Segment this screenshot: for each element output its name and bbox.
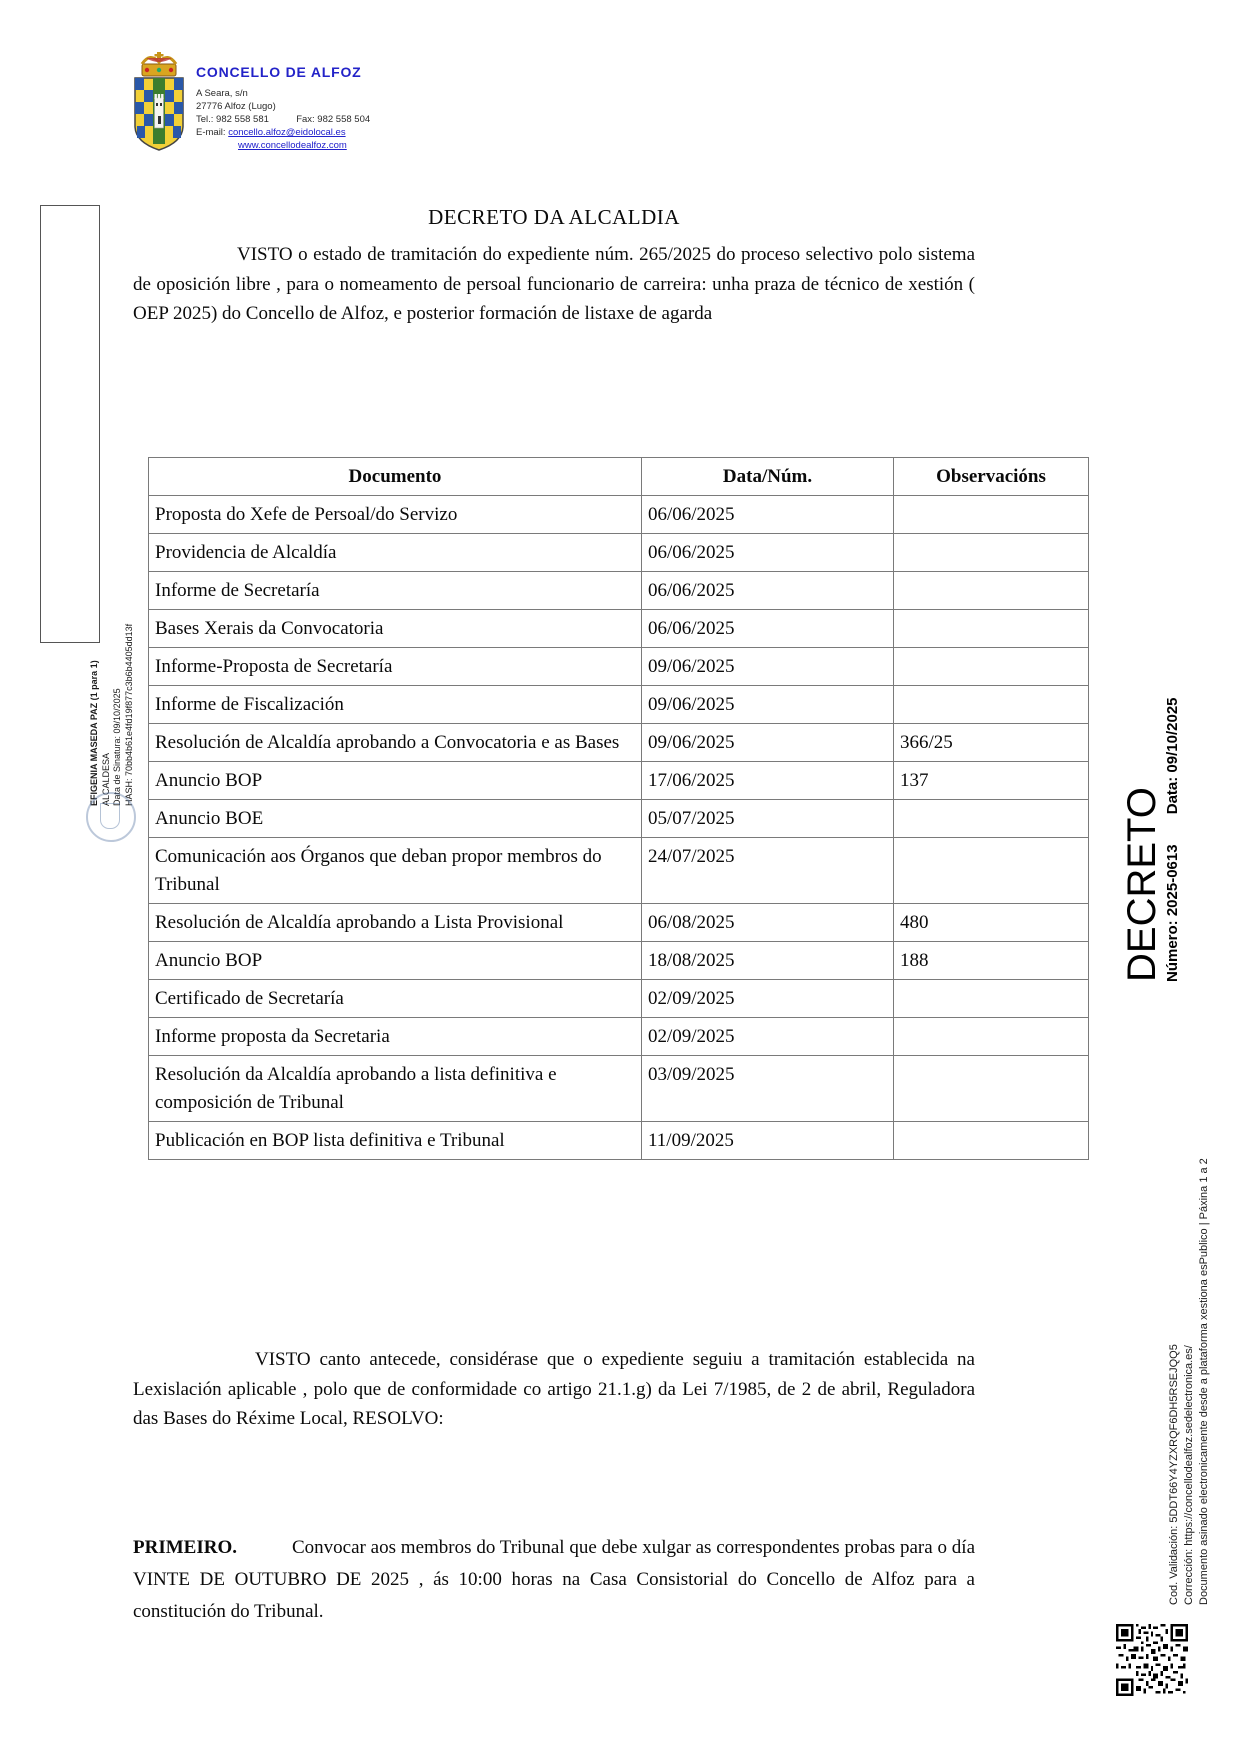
obs-cell bbox=[894, 800, 1089, 838]
obs-cell bbox=[894, 686, 1089, 724]
date-cell: 06/06/2025 bbox=[642, 534, 894, 572]
signature-date: Data de Sinatura: 09/10/2025 bbox=[112, 688, 122, 806]
primeiro-label: PRIMEIRO. bbox=[133, 1537, 237, 1558]
obs-cell bbox=[894, 838, 1089, 904]
obs-cell: 137 bbox=[894, 762, 1089, 800]
table-row bbox=[149, 942, 1089, 980]
obs-cell bbox=[894, 980, 1089, 1018]
obs-cell bbox=[894, 534, 1089, 572]
website-link[interactable]: www.concellodealfoz.com bbox=[238, 140, 347, 151]
document-cell: Anuncio BOP bbox=[149, 762, 642, 800]
date-cell: 02/09/2025 bbox=[642, 980, 894, 1018]
city-line: 27776 Alfoz (Lugo) bbox=[196, 101, 276, 112]
signature-box bbox=[40, 205, 134, 806]
validation-url-line[interactable]: Corrección: https://concellodealfoz.sedelectronica.es/ bbox=[1183, 1345, 1195, 1605]
date-cell: 11/09/2025 bbox=[642, 1122, 894, 1160]
column-header-documento: Documento bbox=[149, 458, 642, 496]
obs-cell bbox=[894, 1122, 1089, 1160]
considerations-paragraph: VISTO canto antecede, considérase que o expediente seguiu a tramitación establecida na Lexislación aplicable , polo que de conformidade co artigo 21.1.g) da Lei 7/1985, de 2 de abril, Reguladora das Bases do Réxime Local, RESOLVO: bbox=[133, 1349, 975, 1429]
municipal-seal bbox=[86, 792, 136, 842]
obs-cell bbox=[894, 1056, 1089, 1122]
primeiro-paragraph bbox=[133, 1532, 975, 1628]
document-cell: Informe proposta da Secretaria bbox=[149, 1018, 642, 1056]
intro-paragraph: VISTO o estado de tramitación do expediente núm. 265/2025 do proceso selectivo polo sistema de oposición libre , para o nomeamento de persoal funcionario de carreira: unha praza de técnico de xestión ( OEP 2025) do Concello de Alfoz, e posterior formación de listaxe de agarda bbox=[133, 244, 975, 324]
org-name: CONCELLO DE ALFOZ bbox=[196, 64, 362, 80]
table-row bbox=[149, 1056, 1089, 1122]
table-row bbox=[149, 534, 1089, 572]
decree-number-line bbox=[1164, 662, 1182, 982]
date-cell: 06/06/2025 bbox=[642, 496, 894, 534]
document-table bbox=[148, 457, 1089, 1160]
tel-label: Tel.: 982 558 581 bbox=[196, 114, 269, 125]
qr-code bbox=[1116, 1624, 1188, 1696]
table-row bbox=[149, 610, 1089, 648]
date-cell: 06/08/2025 bbox=[642, 904, 894, 942]
date-cell: 09/06/2025 bbox=[642, 686, 894, 724]
date-cell: 06/06/2025 bbox=[642, 610, 894, 648]
document-cell: Proposta do Xefe de Persoal/do Servizo bbox=[149, 496, 642, 534]
validation-code-line: Cod. Validación: 5DDT66Y4YZXRQF6DH5RSEJQQ5 bbox=[1168, 1344, 1180, 1605]
table-row bbox=[149, 1122, 1089, 1160]
date-cell: 24/07/2025 bbox=[642, 838, 894, 904]
validation-info-line: Documento asinado electronicamente desde a plataforma xestiona esPublico | Páxina 1 a 2 bbox=[1198, 1158, 1210, 1605]
table-row bbox=[149, 800, 1089, 838]
document-cell: Informe de Fiscalización bbox=[149, 686, 642, 724]
signature-rotated-text bbox=[89, 586, 137, 806]
table-row bbox=[149, 572, 1089, 610]
signer-name: EFIGENIA MASEDA PAZ (1 para 1) bbox=[89, 660, 99, 806]
email-line bbox=[196, 126, 526, 139]
date-cell: 03/09/2025 bbox=[642, 1056, 894, 1122]
column-header-data-num: Data/Núm. bbox=[642, 458, 894, 496]
document-cell: Comunicación aos Órganos que deban propor membros do Tribunal bbox=[149, 838, 642, 904]
document-cell: Publicación en BOP lista definitiva e Tribunal bbox=[149, 1122, 642, 1160]
document-cell: Anuncio BOE bbox=[149, 800, 642, 838]
table-row bbox=[149, 980, 1089, 1018]
table-row bbox=[149, 1018, 1089, 1056]
decree-number-label: Número: bbox=[1164, 920, 1181, 982]
obs-cell bbox=[894, 648, 1089, 686]
website-line bbox=[196, 139, 526, 152]
column-header-observacions: Observacións bbox=[894, 458, 1089, 496]
date-cell: 09/06/2025 bbox=[642, 724, 894, 762]
email-label: E-mail: bbox=[196, 127, 226, 138]
signature-hash: HASH: 70bb4b61e4fd19f877c3b6b4405dd13f bbox=[123, 623, 134, 806]
decree-type-label: DECRETO bbox=[1120, 787, 1164, 982]
decree-number: 2025-0613 bbox=[1164, 844, 1181, 917]
document-cell: Bases Xerais da Convocatoria bbox=[149, 610, 642, 648]
document-table-body bbox=[149, 496, 1089, 1160]
table-row bbox=[149, 904, 1089, 942]
table-row bbox=[149, 496, 1089, 534]
date-cell: 06/06/2025 bbox=[642, 572, 894, 610]
obs-cell: 366/25 bbox=[894, 724, 1089, 762]
decree-date-label: Data: bbox=[1164, 776, 1181, 815]
fax-label: Fax: 982 558 504 bbox=[296, 114, 371, 125]
email-link[interactable]: concello.alfoz@eidolocal.es bbox=[228, 127, 346, 138]
document-cell: Certificado de Secretaría bbox=[149, 980, 642, 1018]
decree-side-band bbox=[1120, 662, 1184, 982]
obs-cell bbox=[894, 572, 1089, 610]
document-cell: Resolución de Alcaldía aprobando a Convocatoria e as Bases bbox=[149, 724, 642, 762]
document-cell: Informe de Secretaría bbox=[149, 572, 642, 610]
tel-fax-line bbox=[196, 113, 526, 126]
table-header-row bbox=[149, 458, 1089, 496]
date-cell: 09/06/2025 bbox=[642, 648, 894, 686]
letterhead bbox=[196, 64, 526, 152]
date-cell: 18/08/2025 bbox=[642, 942, 894, 980]
obs-cell bbox=[894, 1018, 1089, 1056]
obs-cell bbox=[894, 496, 1089, 534]
primeiro-text: Convocar aos membros do Tribunal que debe xulgar as correspondentes probas para o día VINTE DE OUTUBRO DE 2025 , ás 10:00 horas na Casa Consistorial do Concello de Alfoz para a constitución do Tribunal. bbox=[133, 1537, 975, 1622]
address-line: A Seara, s/n bbox=[196, 88, 248, 99]
date-cell: 02/09/2025 bbox=[642, 1018, 894, 1056]
obs-cell: 480 bbox=[894, 904, 1089, 942]
date-cell: 05/07/2025 bbox=[642, 800, 894, 838]
table-row bbox=[149, 724, 1089, 762]
document-cell: Resolución de Alcaldía aprobando a Lista Provisional bbox=[149, 904, 642, 942]
document-cell: Providencia de Alcaldía bbox=[149, 534, 642, 572]
table-row bbox=[149, 686, 1089, 724]
signer-role: ALCALDESA bbox=[100, 752, 111, 806]
validation-band bbox=[1167, 1085, 1213, 1605]
obs-cell: 188 bbox=[894, 942, 1089, 980]
page-title: DECRETO DA ALCALDIA bbox=[428, 205, 680, 229]
table-row bbox=[149, 762, 1089, 800]
coat-of-arms-icon bbox=[128, 50, 190, 158]
table-row bbox=[149, 648, 1089, 686]
seal-emblem-icon bbox=[100, 803, 120, 829]
table-row bbox=[149, 838, 1089, 904]
document-cell: Resolución da Alcaldía aprobando a lista definitiva e composición de Tribunal bbox=[149, 1056, 642, 1122]
decree-date: 09/10/2025 bbox=[1164, 697, 1181, 773]
document-cell: Anuncio BOP bbox=[149, 942, 642, 980]
obs-cell bbox=[894, 610, 1089, 648]
document-cell: Informe-Proposta de Secretaría bbox=[149, 648, 642, 686]
date-cell: 17/06/2025 bbox=[642, 762, 894, 800]
